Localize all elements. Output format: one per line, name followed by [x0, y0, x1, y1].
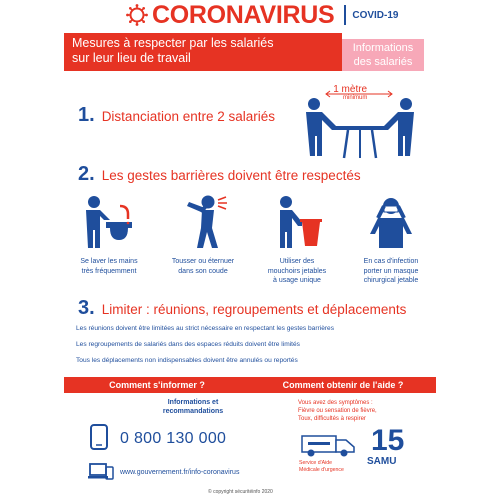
help-heading: Comment obtenir de l'aide ?	[282, 380, 404, 390]
section-3-title: Limiter : réunions, regroupements et déplacements	[101, 302, 407, 317]
symptoms-line-1: Vous avez des symptômes :	[298, 400, 373, 406]
gesture-1-line-1: Se laver les mains	[80, 258, 138, 265]
symptoms-text	[298, 399, 377, 423]
cough-elbow-icon	[168, 192, 238, 250]
phone-icon	[90, 424, 108, 450]
gesture-3-line-2: mouchoirs jetables	[267, 267, 327, 275]
inform-heading: Comment s'informer ?	[109, 380, 205, 390]
meter-minimum: minimum	[343, 95, 368, 101]
info-tag	[342, 39, 424, 71]
section-2-number: 2.	[78, 163, 95, 185]
gesture-4-line-1: En cas d'infection	[363, 258, 419, 265]
gesture-2-line-2: dans son coude	[178, 267, 228, 275]
page-title: CORONAVIRUS	[152, 0, 335, 29]
meter-value: 1 mètre	[333, 84, 368, 95]
banner-line-2: sur leur lieu de travail	[72, 51, 191, 65]
barrier-gestures	[64, 192, 436, 286]
gesture-4-line-2: porter un masque	[363, 267, 419, 275]
samu-number[interactable]: 15	[371, 424, 405, 457]
help-bar	[64, 377, 436, 393]
gesture-tissues	[252, 192, 342, 286]
wash-hands-icon	[74, 192, 144, 250]
section-2-heading	[78, 163, 361, 186]
symptoms-line-3: Toux, difficultés à respirer	[298, 416, 366, 422]
limit-line-1: Les réunions doivent être limitées au strict nécessaire en respectant les gestes barrières	[76, 325, 335, 332]
banner-line-1: Mesures à respecter par les salariés	[72, 36, 274, 50]
ambulance-icon	[300, 430, 356, 458]
section-1-heading	[78, 104, 275, 127]
limit-line-2: Les regroupements de salariés dans des espaces réduits doivent être limités	[76, 341, 300, 348]
meter-label	[333, 84, 367, 101]
gesture-1-line-2: très fréquemment	[81, 267, 137, 275]
gesture-2-line-1: Tousser ou éternuer	[171, 258, 235, 265]
samu-label: SAMU	[367, 456, 397, 467]
gesture-wash-hands	[64, 192, 154, 286]
gesture-3-line-1: Utiliser des	[279, 258, 315, 265]
gesture-mask	[346, 192, 436, 286]
gesture-cough-elbow	[158, 192, 248, 286]
limit-line-3: Tous les déplacements non indispensables doivent être annulés ou reportés	[76, 357, 298, 364]
measures-banner	[64, 33, 342, 71]
virus-icon	[126, 4, 148, 26]
gesture-3-line-3: à usage unique	[273, 277, 321, 284]
samu-service-line-2: Médicale d'urgence	[299, 467, 344, 473]
distancing-illustration	[288, 82, 438, 160]
website-link[interactable]: www.gouvernement.fr/info-coronavirus	[120, 469, 240, 476]
section-1-title: Distanciation entre 2 salariés	[101, 109, 276, 124]
header	[126, 2, 398, 28]
poster	[58, 0, 442, 500]
samu-service-line-1: Service d'Aide	[299, 460, 332, 466]
copyright: © copyright sécuritéinfo 2020	[208, 489, 273, 495]
info-line-1: Informations et	[167, 399, 219, 406]
info-tag-line-2: des salariés	[353, 56, 413, 68]
info-line-2: recommandations	[162, 408, 224, 415]
section-3-heading	[78, 297, 406, 320]
section-3-number: 3.	[78, 297, 95, 319]
mask-icon	[356, 192, 426, 250]
symptoms-line-2: Fièvre ou sensation de fièvre,	[298, 408, 377, 414]
hotline-number[interactable]: 0 800 130 000	[120, 430, 227, 447]
header-divider	[344, 5, 346, 25]
section-2-title: Les gestes barrières doivent être respectés	[101, 168, 361, 183]
section-1-number: 1.	[78, 104, 95, 126]
info-tag-line-1: Informations	[352, 42, 414, 54]
covid-tag: COVID-19	[352, 9, 399, 21]
tissue-bin-icon	[262, 192, 332, 250]
computer-icon	[88, 462, 114, 482]
gesture-4-line-3: chirurgical jetable	[363, 277, 419, 284]
info-recommendations	[148, 398, 238, 416]
